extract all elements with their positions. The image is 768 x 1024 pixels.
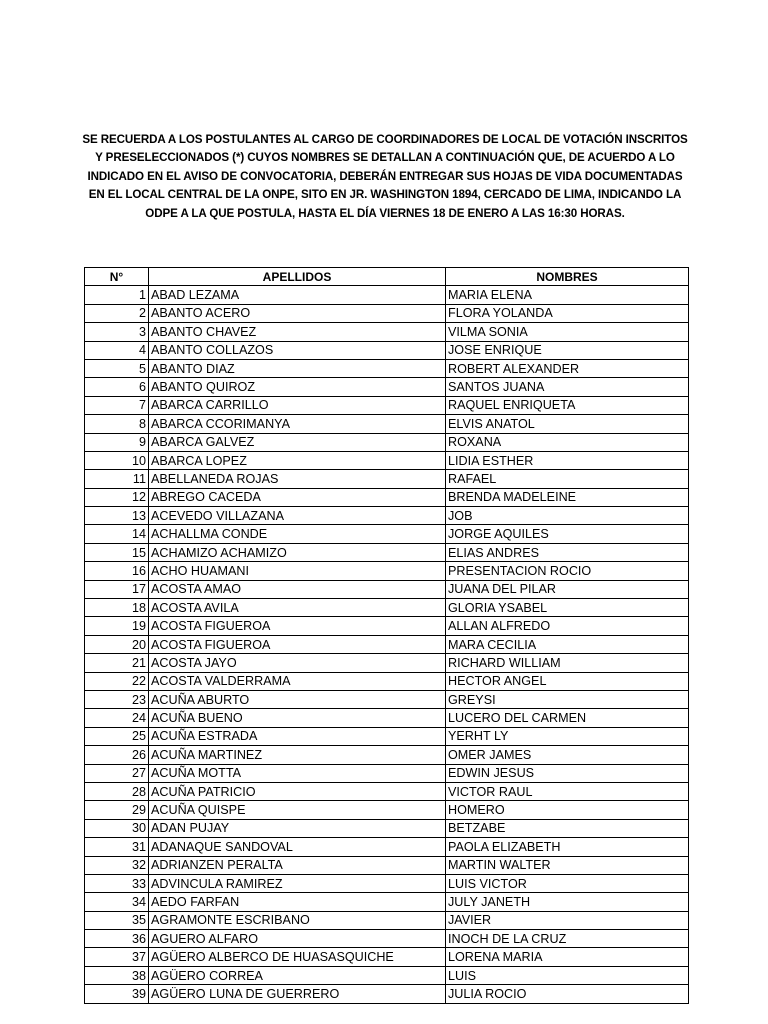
- table-row: [85, 746, 689, 764]
- row-apellidos: ABANTO QUIROZ: [149, 378, 446, 396]
- row-apellidos: ACOSTA FIGUEROA: [149, 617, 446, 635]
- row-nombres: PAOLA ELIZABETH: [446, 838, 689, 856]
- table-row: [85, 635, 689, 653]
- row-nombres: FLORA YOLANDA: [446, 304, 689, 322]
- row-apellidos: ABANTO ACERO: [149, 304, 446, 322]
- row-nombres: OMER JAMES: [446, 746, 689, 764]
- row-number: 39: [85, 985, 149, 1003]
- row-nombres: GREYSI: [446, 690, 689, 708]
- table-row: [85, 911, 689, 929]
- table-row: [85, 948, 689, 966]
- row-apellidos: ABAD LEZAMA: [149, 286, 446, 304]
- table-row: [85, 819, 689, 837]
- table-row: [85, 359, 689, 377]
- row-apellidos: ACOSTA VALDERRAMA: [149, 672, 446, 690]
- table-row: [85, 930, 689, 948]
- table-row: [85, 727, 689, 745]
- row-number: 31: [85, 838, 149, 856]
- row-nombres: LUIS: [446, 966, 689, 984]
- row-number: 3: [85, 323, 149, 341]
- row-nombres: LORENA MARIA: [446, 948, 689, 966]
- row-number: 21: [85, 654, 149, 672]
- row-nombres: PRESENTACION ROCIO: [446, 562, 689, 580]
- table-row: [85, 654, 689, 672]
- row-nombres: ROBERT ALEXANDER: [446, 359, 689, 377]
- row-number: 4: [85, 341, 149, 359]
- row-nombres: JULIA ROCIO: [446, 985, 689, 1003]
- table-row: [85, 286, 689, 304]
- header-number: N°: [85, 268, 149, 286]
- row-nombres: MARTIN WALTER: [446, 856, 689, 874]
- row-apellidos: ACHALLMA CONDE: [149, 525, 446, 543]
- row-apellidos: ACHAMIZO ACHAMIZO: [149, 543, 446, 561]
- row-number: 33: [85, 874, 149, 892]
- table-row: [85, 323, 689, 341]
- row-apellidos: ABARCA CCORIMANYA: [149, 415, 446, 433]
- notice-text: SE RECUERDA A LOS POSTULANTES AL CARGO DE COORDINADORES DE LOCAL DE VOTACIÓN INSCRITOS Y PRESELECCIONADOS (*) CUYOS NOMBRES SE DETALLAN A CONTINUACIÓN QUE, DE ACUERDO A LO INDICADO EN EL AVISO DE CONVOCATORIA, DEBERÁN ENTREGAR SUS HOJAS DE VIDA DOCUMENTADAS EN EL LOCAL CENTRAL DE LA ONPE, SITO EN JR. WASHINGTON 1894, CERCADO DE LIMA, INDICANDO LA ODPE A LA QUE POSTULA, HASTA EL DÍA VIERNES 18 DE ENERO A LAS 16:30 HORAS.: [82, 133, 688, 220]
- row-nombres: INOCH DE LA CRUZ: [446, 930, 689, 948]
- row-number: 12: [85, 488, 149, 506]
- row-number: 19: [85, 617, 149, 635]
- row-nombres: JUANA DEL PILAR: [446, 580, 689, 598]
- table-row: [85, 304, 689, 322]
- table-row: [85, 396, 689, 414]
- row-number: 1: [85, 286, 149, 304]
- table-row: [85, 838, 689, 856]
- row-nombres: JULY JANETH: [446, 893, 689, 911]
- table-row: [85, 415, 689, 433]
- row-number: 9: [85, 433, 149, 451]
- row-apellidos: ACEVEDO VILLAZANA: [149, 507, 446, 525]
- row-apellidos: ACHO HUAMANI: [149, 562, 446, 580]
- table-row: [85, 451, 689, 469]
- row-apellidos: AGÜERO ALBERCO DE HUASASQUICHE: [149, 948, 446, 966]
- row-number: 16: [85, 562, 149, 580]
- row-apellidos: ABARCA CARRILLO: [149, 396, 446, 414]
- row-nombres: ALLAN ALFREDO: [446, 617, 689, 635]
- row-apellidos: ADRIANZEN PERALTA: [149, 856, 446, 874]
- row-number: 8: [85, 415, 149, 433]
- table-row: [85, 874, 689, 892]
- row-nombres: JOSE ENRIQUE: [446, 341, 689, 359]
- table-row: [85, 341, 689, 359]
- row-apellidos: AGÜERO CORREA: [149, 966, 446, 984]
- row-number: 15: [85, 543, 149, 561]
- row-number: 13: [85, 507, 149, 525]
- row-number: 34: [85, 893, 149, 911]
- table-row: [85, 525, 689, 543]
- row-nombres: MARA CECILIA: [446, 635, 689, 653]
- row-nombres: MARIA ELENA: [446, 286, 689, 304]
- row-number: 37: [85, 948, 149, 966]
- table-row: [85, 543, 689, 561]
- row-apellidos: ABARCA LOPEZ: [149, 451, 446, 469]
- table-row: [85, 433, 689, 451]
- row-number: 5: [85, 359, 149, 377]
- table-row: [85, 709, 689, 727]
- row-apellidos: AEDO FARFAN: [149, 893, 446, 911]
- table-row: [85, 599, 689, 617]
- table-row: [85, 966, 689, 984]
- table-row: [85, 580, 689, 598]
- row-number: 23: [85, 690, 149, 708]
- row-apellidos: AGUERO ALFARO: [149, 930, 446, 948]
- row-apellidos: ABARCA GALVEZ: [149, 433, 446, 451]
- row-nombres: SANTOS JUANA: [446, 378, 689, 396]
- table-row: [85, 856, 689, 874]
- table-row: [85, 985, 689, 1003]
- table-row: [85, 782, 689, 800]
- row-apellidos: ACUÑA BUENO: [149, 709, 446, 727]
- row-apellidos: ADAN PUJAY: [149, 819, 446, 837]
- row-number: 6: [85, 378, 149, 396]
- row-nombres: LUIS VICTOR: [446, 874, 689, 892]
- row-apellidos: ACOSTA AMAO: [149, 580, 446, 598]
- row-nombres: ELVIS ANATOL: [446, 415, 689, 433]
- table-row: [85, 562, 689, 580]
- row-number: 32: [85, 856, 149, 874]
- row-nombres: EDWIN JESUS: [446, 764, 689, 782]
- row-nombres: JOB: [446, 507, 689, 525]
- row-nombres: YERHT LY: [446, 727, 689, 745]
- row-apellidos: AGRAMONTE ESCRIBANO: [149, 911, 446, 929]
- table-row: [85, 801, 689, 819]
- row-number: 27: [85, 764, 149, 782]
- row-apellidos: ACOSTA FIGUEROA: [149, 635, 446, 653]
- table-row: [85, 507, 689, 525]
- row-nombres: JAVIER: [446, 911, 689, 929]
- row-apellidos: ABANTO DIAZ: [149, 359, 446, 377]
- row-number: 2: [85, 304, 149, 322]
- row-number: 17: [85, 580, 149, 598]
- row-apellidos: ACUÑA ESTRADA: [149, 727, 446, 745]
- row-number: 38: [85, 966, 149, 984]
- row-nombres: RAFAEL: [446, 470, 689, 488]
- row-number: 14: [85, 525, 149, 543]
- row-nombres: JORGE AQUILES: [446, 525, 689, 543]
- row-number: 10: [85, 451, 149, 469]
- row-apellidos: AGÜERO LUNA DE GUERRERO: [149, 985, 446, 1003]
- table-row: [85, 617, 689, 635]
- header-apellidos: APELLIDOS: [149, 268, 446, 286]
- row-number: 22: [85, 672, 149, 690]
- row-nombres: GLORIA YSABEL: [446, 599, 689, 617]
- row-apellidos: ACOSTA JAYO: [149, 654, 446, 672]
- row-apellidos: ACUÑA MOTTA: [149, 764, 446, 782]
- row-nombres: VICTOR RAUL: [446, 782, 689, 800]
- header-nombres: NOMBRES: [446, 268, 689, 286]
- candidates-table: [84, 267, 689, 1004]
- row-number: 7: [85, 396, 149, 414]
- row-apellidos: ABREGO CACEDA: [149, 488, 446, 506]
- row-number: 26: [85, 746, 149, 764]
- table-body: [85, 286, 689, 1003]
- row-number: 30: [85, 819, 149, 837]
- table-header-row: [85, 268, 689, 286]
- row-number: 20: [85, 635, 149, 653]
- row-number: 28: [85, 782, 149, 800]
- row-nombres: RICHARD WILLIAM: [446, 654, 689, 672]
- row-apellidos: ACUÑA QUISPE: [149, 801, 446, 819]
- row-apellidos: ABANTO CHAVEZ: [149, 323, 446, 341]
- row-nombres: VILMA SONIA: [446, 323, 689, 341]
- table-row: [85, 470, 689, 488]
- row-apellidos: ADVINCULA RAMIREZ: [149, 874, 446, 892]
- table-row: [85, 488, 689, 506]
- row-apellidos: ABANTO COLLAZOS: [149, 341, 446, 359]
- row-apellidos: ADANAQUE SANDOVAL: [149, 838, 446, 856]
- row-nombres: RAQUEL ENRIQUETA: [446, 396, 689, 414]
- row-apellidos: ACUÑA MARTINEZ: [149, 746, 446, 764]
- row-number: 36: [85, 930, 149, 948]
- row-apellidos: ACOSTA AVILA: [149, 599, 446, 617]
- row-nombres: BRENDA MADELEINE: [446, 488, 689, 506]
- row-apellidos: ABELLANEDA ROJAS: [149, 470, 446, 488]
- row-apellidos: ACUÑA PATRICIO: [149, 782, 446, 800]
- row-number: 25: [85, 727, 149, 745]
- row-nombres: ROXANA: [446, 433, 689, 451]
- row-number: 35: [85, 911, 149, 929]
- table-row: [85, 764, 689, 782]
- row-nombres: LUCERO DEL CARMEN: [446, 709, 689, 727]
- table-row: [85, 690, 689, 708]
- row-nombres: BETZABE: [446, 819, 689, 837]
- table-row: [85, 672, 689, 690]
- table-row: [85, 378, 689, 396]
- row-number: 18: [85, 599, 149, 617]
- row-number: 11: [85, 470, 149, 488]
- row-apellidos: ACUÑA ABURTO: [149, 690, 446, 708]
- row-nombres: HECTOR ANGEL: [446, 672, 689, 690]
- row-number: 24: [85, 709, 149, 727]
- row-nombres: HOMERO: [446, 801, 689, 819]
- table-row: [85, 893, 689, 911]
- row-nombres: LIDIA ESTHER: [446, 451, 689, 469]
- row-nombres: ELIAS ANDRES: [446, 543, 689, 561]
- row-number: 29: [85, 801, 149, 819]
